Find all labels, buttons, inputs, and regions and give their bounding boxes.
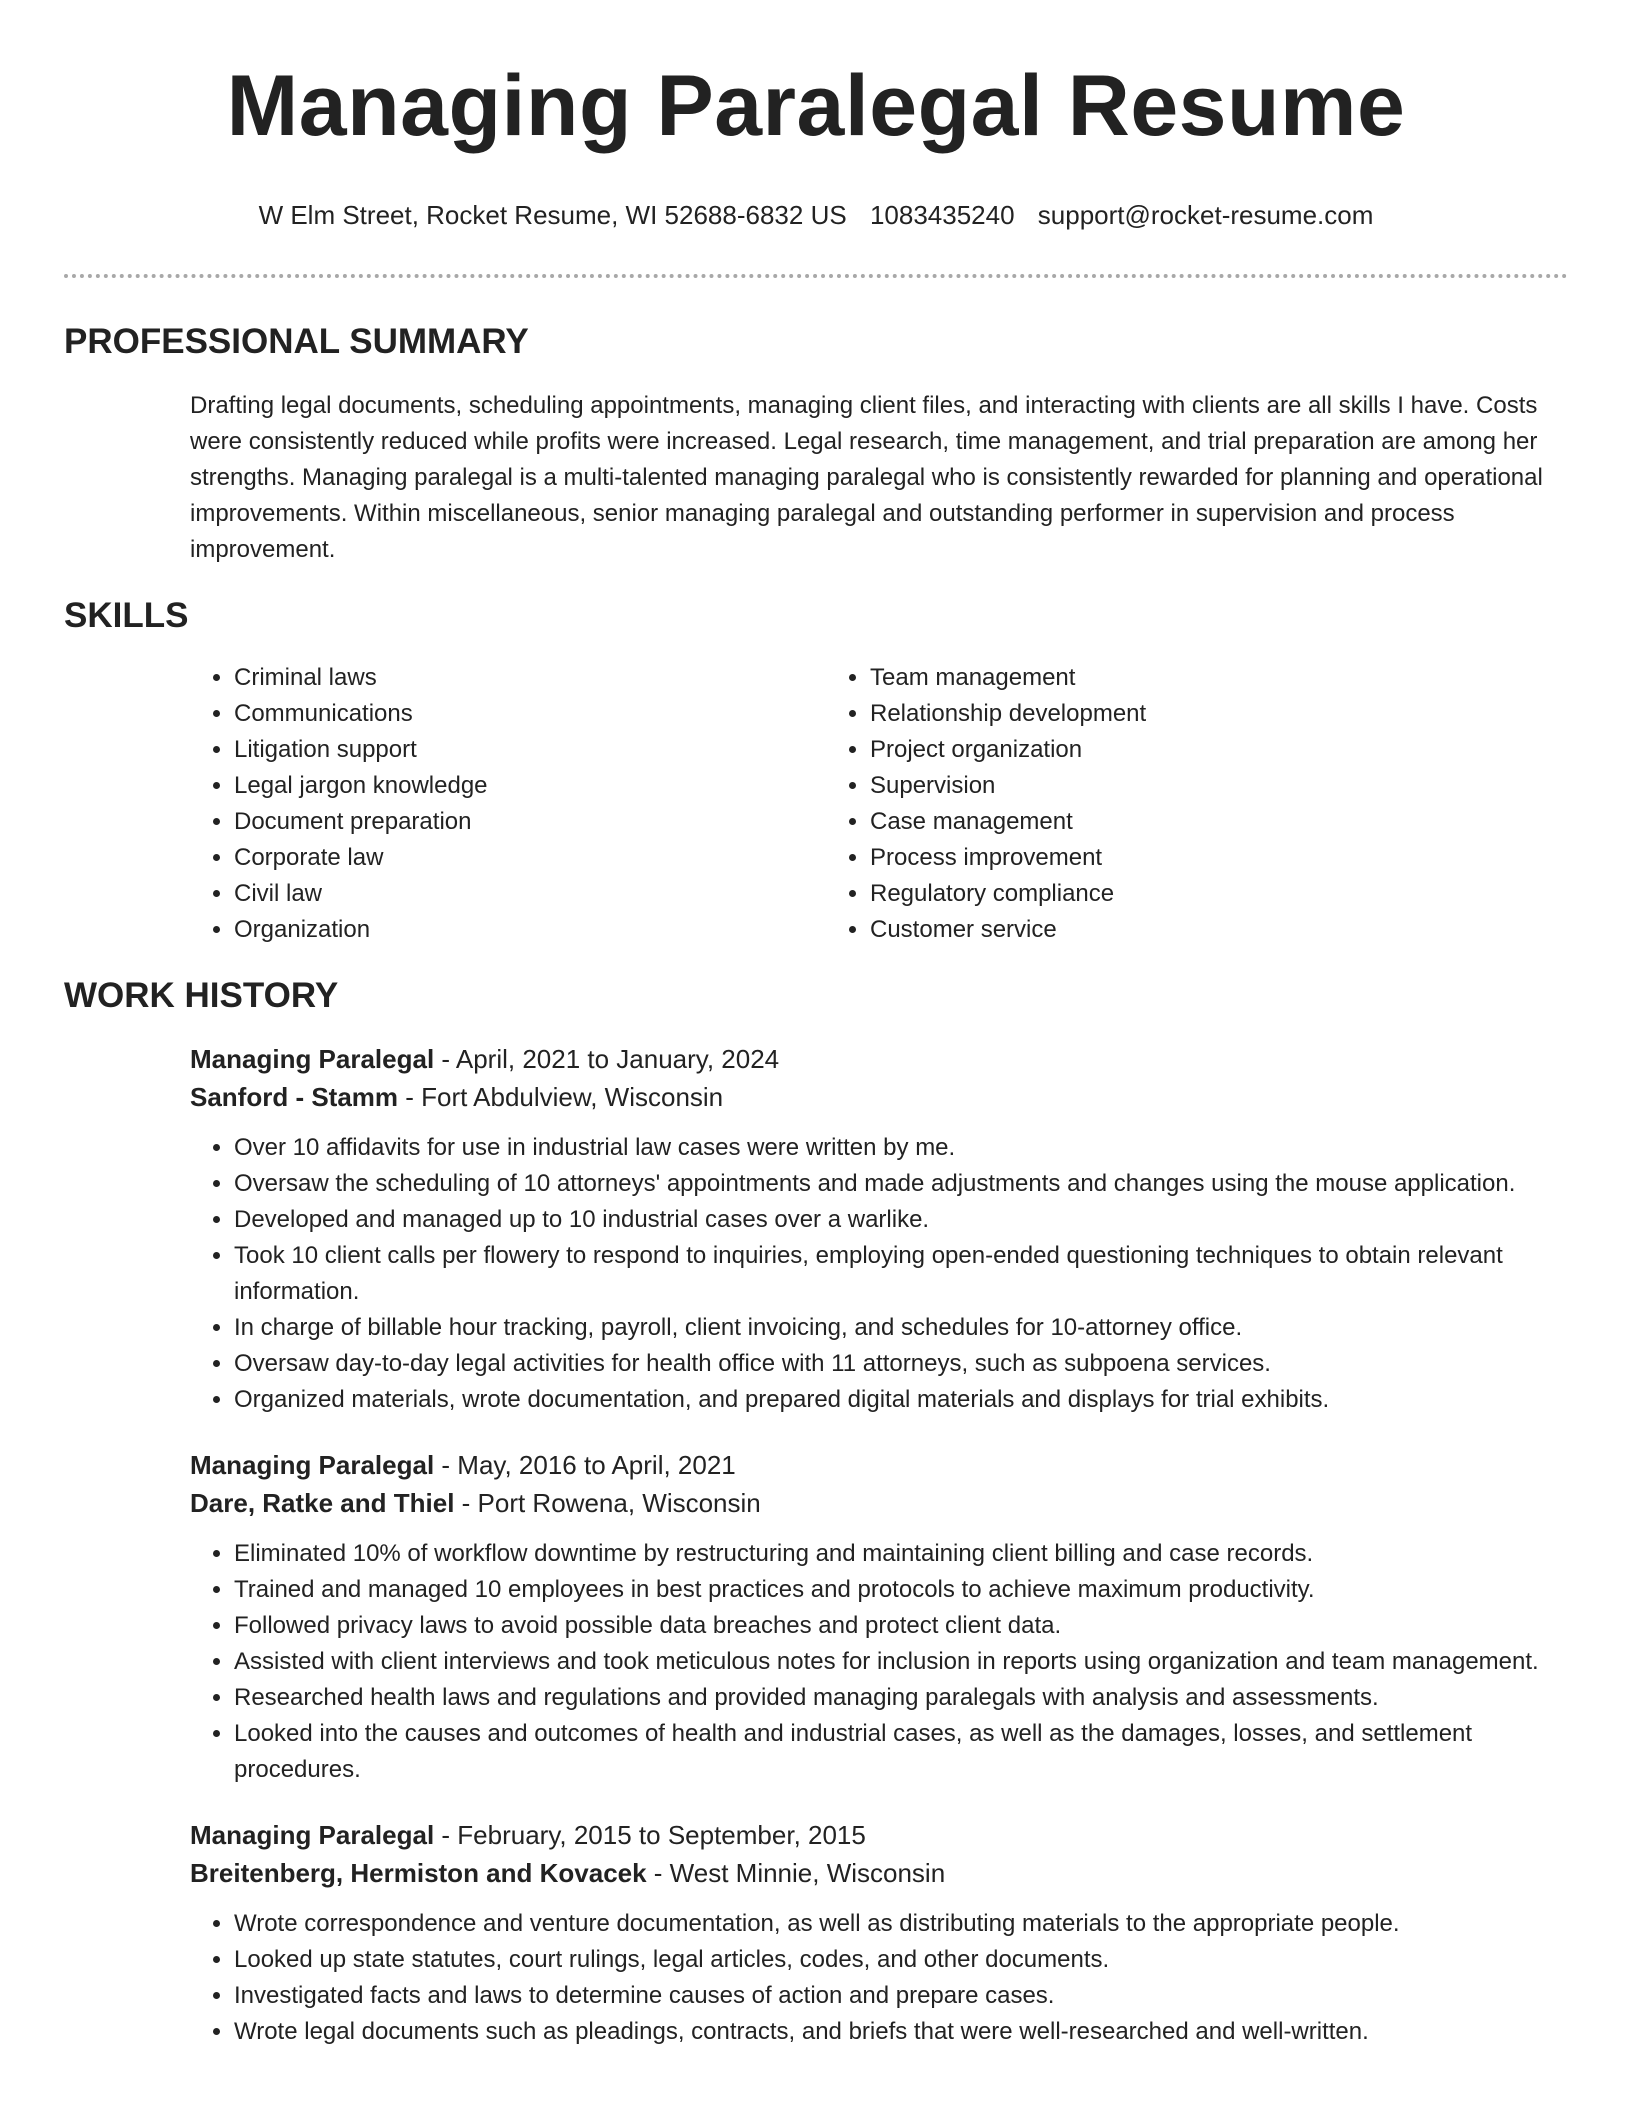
skill-item: • Document preparation	[234, 804, 826, 840]
job-bullet: • Looked into the causes and outcomes of health and industrial cases, as well as the damages, losses, and settlement procedures.	[234, 1716, 1568, 1788]
job-title-line	[190, 1040, 1568, 1078]
job-bullets	[190, 1536, 1568, 1788]
job-bullet: • Oversaw day-to-day legal activities for health office with 11 attorneys, such as subpoena services.	[234, 1346, 1568, 1382]
contact-phone: 1083435240	[869, 200, 1015, 230]
job-bullet: • Researched health laws and regulations and provided managing paralegals with analysis and assessments.	[234, 1680, 1568, 1716]
skill-item: • Supervision	[870, 768, 1462, 804]
job-bullet: • Assisted with client interviews and took meticulous notes for inclusion in reports using organization and team management.	[234, 1644, 1568, 1680]
job-entry	[190, 1816, 1568, 2050]
job-bullet: • Investigated facts and laws to determine causes of action and prepare cases.	[234, 1978, 1568, 2014]
skill-item: • Civil law	[234, 876, 826, 912]
job-bullet: • Wrote legal documents such as pleadings, contracts, and briefs that were well-researched and well-written.	[234, 2014, 1568, 2050]
job-bullets	[190, 1130, 1568, 1418]
job-bullet: • Developed and managed up to 10 industrial cases over a warlike.	[234, 1202, 1568, 1238]
job-entry	[190, 1040, 1568, 1418]
skill-item: • Communications	[234, 696, 826, 732]
job-location: - Fort Abdulview, Wisconsin	[398, 1082, 724, 1112]
job-role: Managing Paralegal	[190, 1820, 435, 1850]
job-location: - West Minnie, Wisconsin	[646, 1858, 946, 1888]
job-role: Managing Paralegal	[190, 1450, 435, 1480]
skill-item: • Regulatory compliance	[870, 876, 1462, 912]
skill-item: • Organization	[234, 912, 826, 948]
skills-column-left	[190, 660, 826, 948]
summary-heading: PROFESSIONAL SUMMARY	[64, 322, 529, 361]
skill-item: • Team management	[870, 660, 1462, 696]
skill-item: • Project organization	[870, 732, 1462, 768]
resume-title: Managing Paralegal Resume	[226, 58, 1406, 154]
job-bullet: • Trained and managed 10 employees in best practices and protocols to achieve maximum productivity.	[234, 1572, 1568, 1608]
contact-line	[64, 198, 1568, 232]
job-location: - Port Rowena, Wisconsin	[454, 1488, 761, 1518]
job-entry	[190, 1446, 1568, 1788]
job-bullet: • Oversaw the scheduling of 10 attorneys' appointments and made adjustments and changes using the mouse application.	[234, 1166, 1568, 1202]
job-title-line	[190, 1446, 1568, 1484]
skills-column-right	[826, 660, 1462, 948]
job-bullets	[190, 1906, 1568, 2050]
skill-item: • Corporate law	[234, 840, 826, 876]
job-bullet: • Organized materials, wrote documentation, and prepared digital materials and displays for trial exhibits.	[234, 1382, 1568, 1418]
job-company: Breitenberg, Hermiston and Kovacek	[190, 1858, 647, 1888]
skill-item: • Process improvement	[870, 840, 1462, 876]
skills-heading: SKILLS	[64, 596, 189, 635]
header-divider	[64, 274, 1568, 278]
job-bullet: • Wrote correspondence and venture documentation, as well as distributing materials to the appropriate people.	[234, 1906, 1568, 1942]
skill-item: • Legal jargon knowledge	[234, 768, 826, 804]
job-bullet: • Over 10 affidavits for use in industrial law cases were written by me.	[234, 1130, 1568, 1166]
job-role: Managing Paralegal	[190, 1044, 435, 1074]
job-bullet: • Eliminated 10% of workflow downtime by restructuring and maintaining client billing and case records.	[234, 1536, 1568, 1572]
skill-item: • Relationship development	[870, 696, 1462, 732]
skill-item: • Customer service	[870, 912, 1462, 948]
work-history-heading: WORK HISTORY	[64, 976, 339, 1015]
job-company: Dare, Ratke and Thiel	[190, 1488, 455, 1518]
contact-email[interactable]: support@rocket-resume.com	[1037, 200, 1374, 230]
skill-item: • Litigation support	[234, 732, 826, 768]
summary-text: Drafting legal documents, scheduling appointments, managing client files, and interacting with clients are all skills I have. Costs were consistently reduced while profits were increased. Legal research, time management, and trial preparation are among her strengths. Managing paralegal is a multi-talented managing paralegal who is consistently rewarded for planning and operational improvements. Within miscellaneous, senior managing paralegal and outstanding performer in supervision and process improvement.	[190, 392, 1543, 563]
job-company-line	[190, 1078, 1568, 1116]
job-company: Sanford - Stamm	[190, 1082, 399, 1112]
job-company-line	[190, 1854, 1568, 1892]
job-dates: - April, 2021 to January, 2024	[434, 1044, 780, 1074]
job-title-line	[190, 1816, 1568, 1854]
job-bullet: • In charge of billable hour tracking, payroll, client invoicing, and schedules for 10-attorney office.	[234, 1310, 1568, 1346]
job-bullet: • Took 10 client calls per flowery to respond to inquiries, employing open-ended questioning techniques to obtain relevant information.	[234, 1238, 1568, 1310]
job-bullet: • Followed privacy laws to avoid possible data breaches and protect client data.	[234, 1608, 1568, 1644]
contact-address: W Elm Street, Rocket Resume, WI 52688-6832 US	[258, 200, 847, 230]
skill-item: • Criminal laws	[234, 660, 826, 696]
job-bullet: • Looked up state statutes, court rulings, legal articles, codes, and other documents.	[234, 1942, 1568, 1978]
skills-list	[190, 660, 1568, 948]
job-company-line	[190, 1484, 1568, 1522]
job-dates: - May, 2016 to April, 2021	[434, 1450, 736, 1480]
skill-item: • Case management	[870, 804, 1462, 840]
job-dates: - February, 2015 to September, 2015	[434, 1820, 866, 1850]
